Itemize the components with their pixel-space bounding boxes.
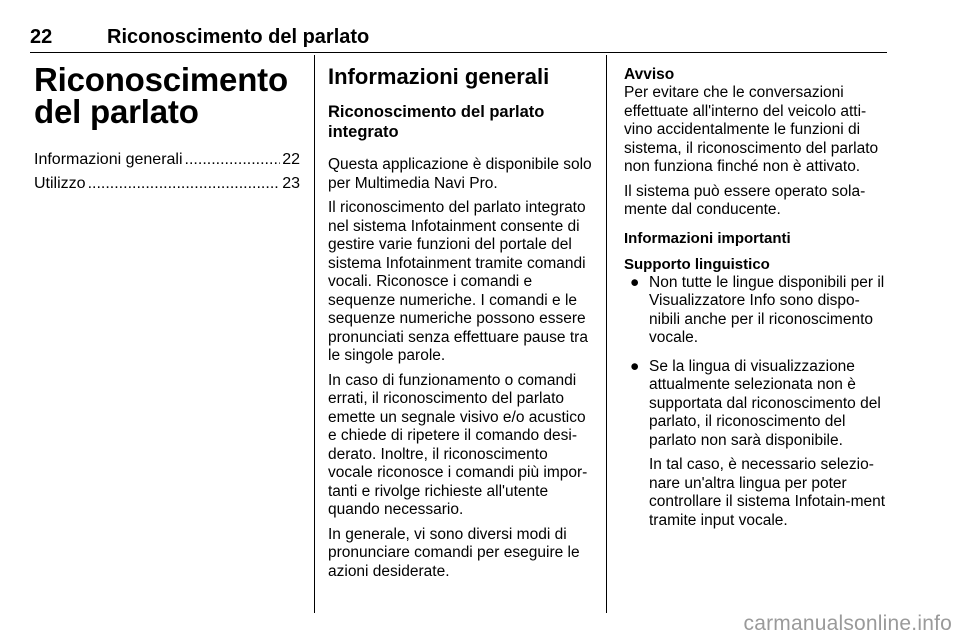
column-1 — [34, 56, 300, 196]
chapter-title: Riconoscimento del parlato — [34, 61, 288, 130]
section-heading-important: Informazioni importanti — [624, 229, 791, 247]
paragraph: Il riconoscimento del parlato integrato nel sistema Infotainment consente di gestire varie funzioni del portale del sistema Infotainment tramite comandi vocali. Riconosce i comandi e sequenze numeriche. I comandi e le sequenze numeriche possono essere pronunciati senza effettuare pause tra le singole parole. — [328, 199, 588, 364]
table-of-contents — [34, 148, 300, 196]
list-item-text: Se la lingua di visualizzazione attualmente selezionata non è supportata dal riconoscimento del parlato, il riconoscimento del parlato non sarà disponibile. — [649, 357, 881, 449]
section-heading: Informazioni generali — [328, 64, 550, 89]
list-item-text: Non tutte le lingue disponibili per il Visualizzatore Info sono dispo‐nibili anche per il riconoscimento vocale. — [649, 273, 885, 346]
list-item-note: In tal caso, è necessario selezio‐nare un'altra lingua per poter controllare il sistema Infotain‐ment tramite input vocale. — [649, 456, 886, 529]
notice-title: Avviso — [624, 66, 675, 83]
paragraph: In caso di funzionamento o comandi errati, il riconoscimento del parlato emette un segnale visivo e/o acustico e chiede di ripetere il comando desi‐derato. Inoltre, il riconoscimento vocale riconosce i comandi più impor‐tanti e rivolge richieste all'utente quando necessario. — [328, 371, 588, 518]
bullet-icon: ● — [630, 357, 640, 375]
list-item — [624, 274, 889, 348]
toc-entry-utilizzo[interactable] — [34, 172, 300, 196]
header-rule — [30, 52, 887, 53]
column-3 — [624, 56, 889, 540]
notice-paragraph: Per evitare che le conversazioni effettuate all'interno del veicolo atti‐vino accidentalmente le funzioni di sistema, il riconoscimento del parlato non funziona finché non è attivato. — [624, 84, 879, 175]
notice-paragraph: Il sistema può essere operato sola‐mente dal conducente. — [624, 182, 866, 218]
running-title: Riconoscimento del parlato — [107, 26, 370, 48]
column-divider-2 — [606, 55, 607, 613]
subsection-heading: Riconoscimento del parlato integrato — [328, 103, 545, 141]
toc-label: Informazioni generali — [34, 151, 183, 168]
bullet-list — [624, 274, 889, 531]
paragraph: In generale, vi sono diversi modi di pronunciare comandi per eseguire le azioni desiderate. — [328, 525, 580, 580]
bullet-icon: ● — [630, 273, 640, 291]
page-number: 22 — [30, 26, 53, 48]
list-item — [624, 358, 889, 531]
toc-label: Utilizzo — [34, 175, 86, 192]
page-header — [30, 26, 885, 48]
column-2 — [328, 56, 592, 587]
subheading-language-support: Supporto linguistico — [624, 255, 770, 273]
toc-page: 22 — [282, 151, 300, 168]
watermark: carmanualsonline.info — [743, 612, 952, 635]
toc-leader — [185, 148, 281, 172]
toc-page: 23 — [282, 175, 300, 192]
paragraph: Questa applicazione è disponibile solo per Multimedia Navi Pro. — [328, 156, 592, 192]
column-divider-1 — [314, 55, 315, 613]
toc-entry-informazioni-generali[interactable] — [34, 148, 300, 172]
toc-leader — [88, 172, 281, 196]
